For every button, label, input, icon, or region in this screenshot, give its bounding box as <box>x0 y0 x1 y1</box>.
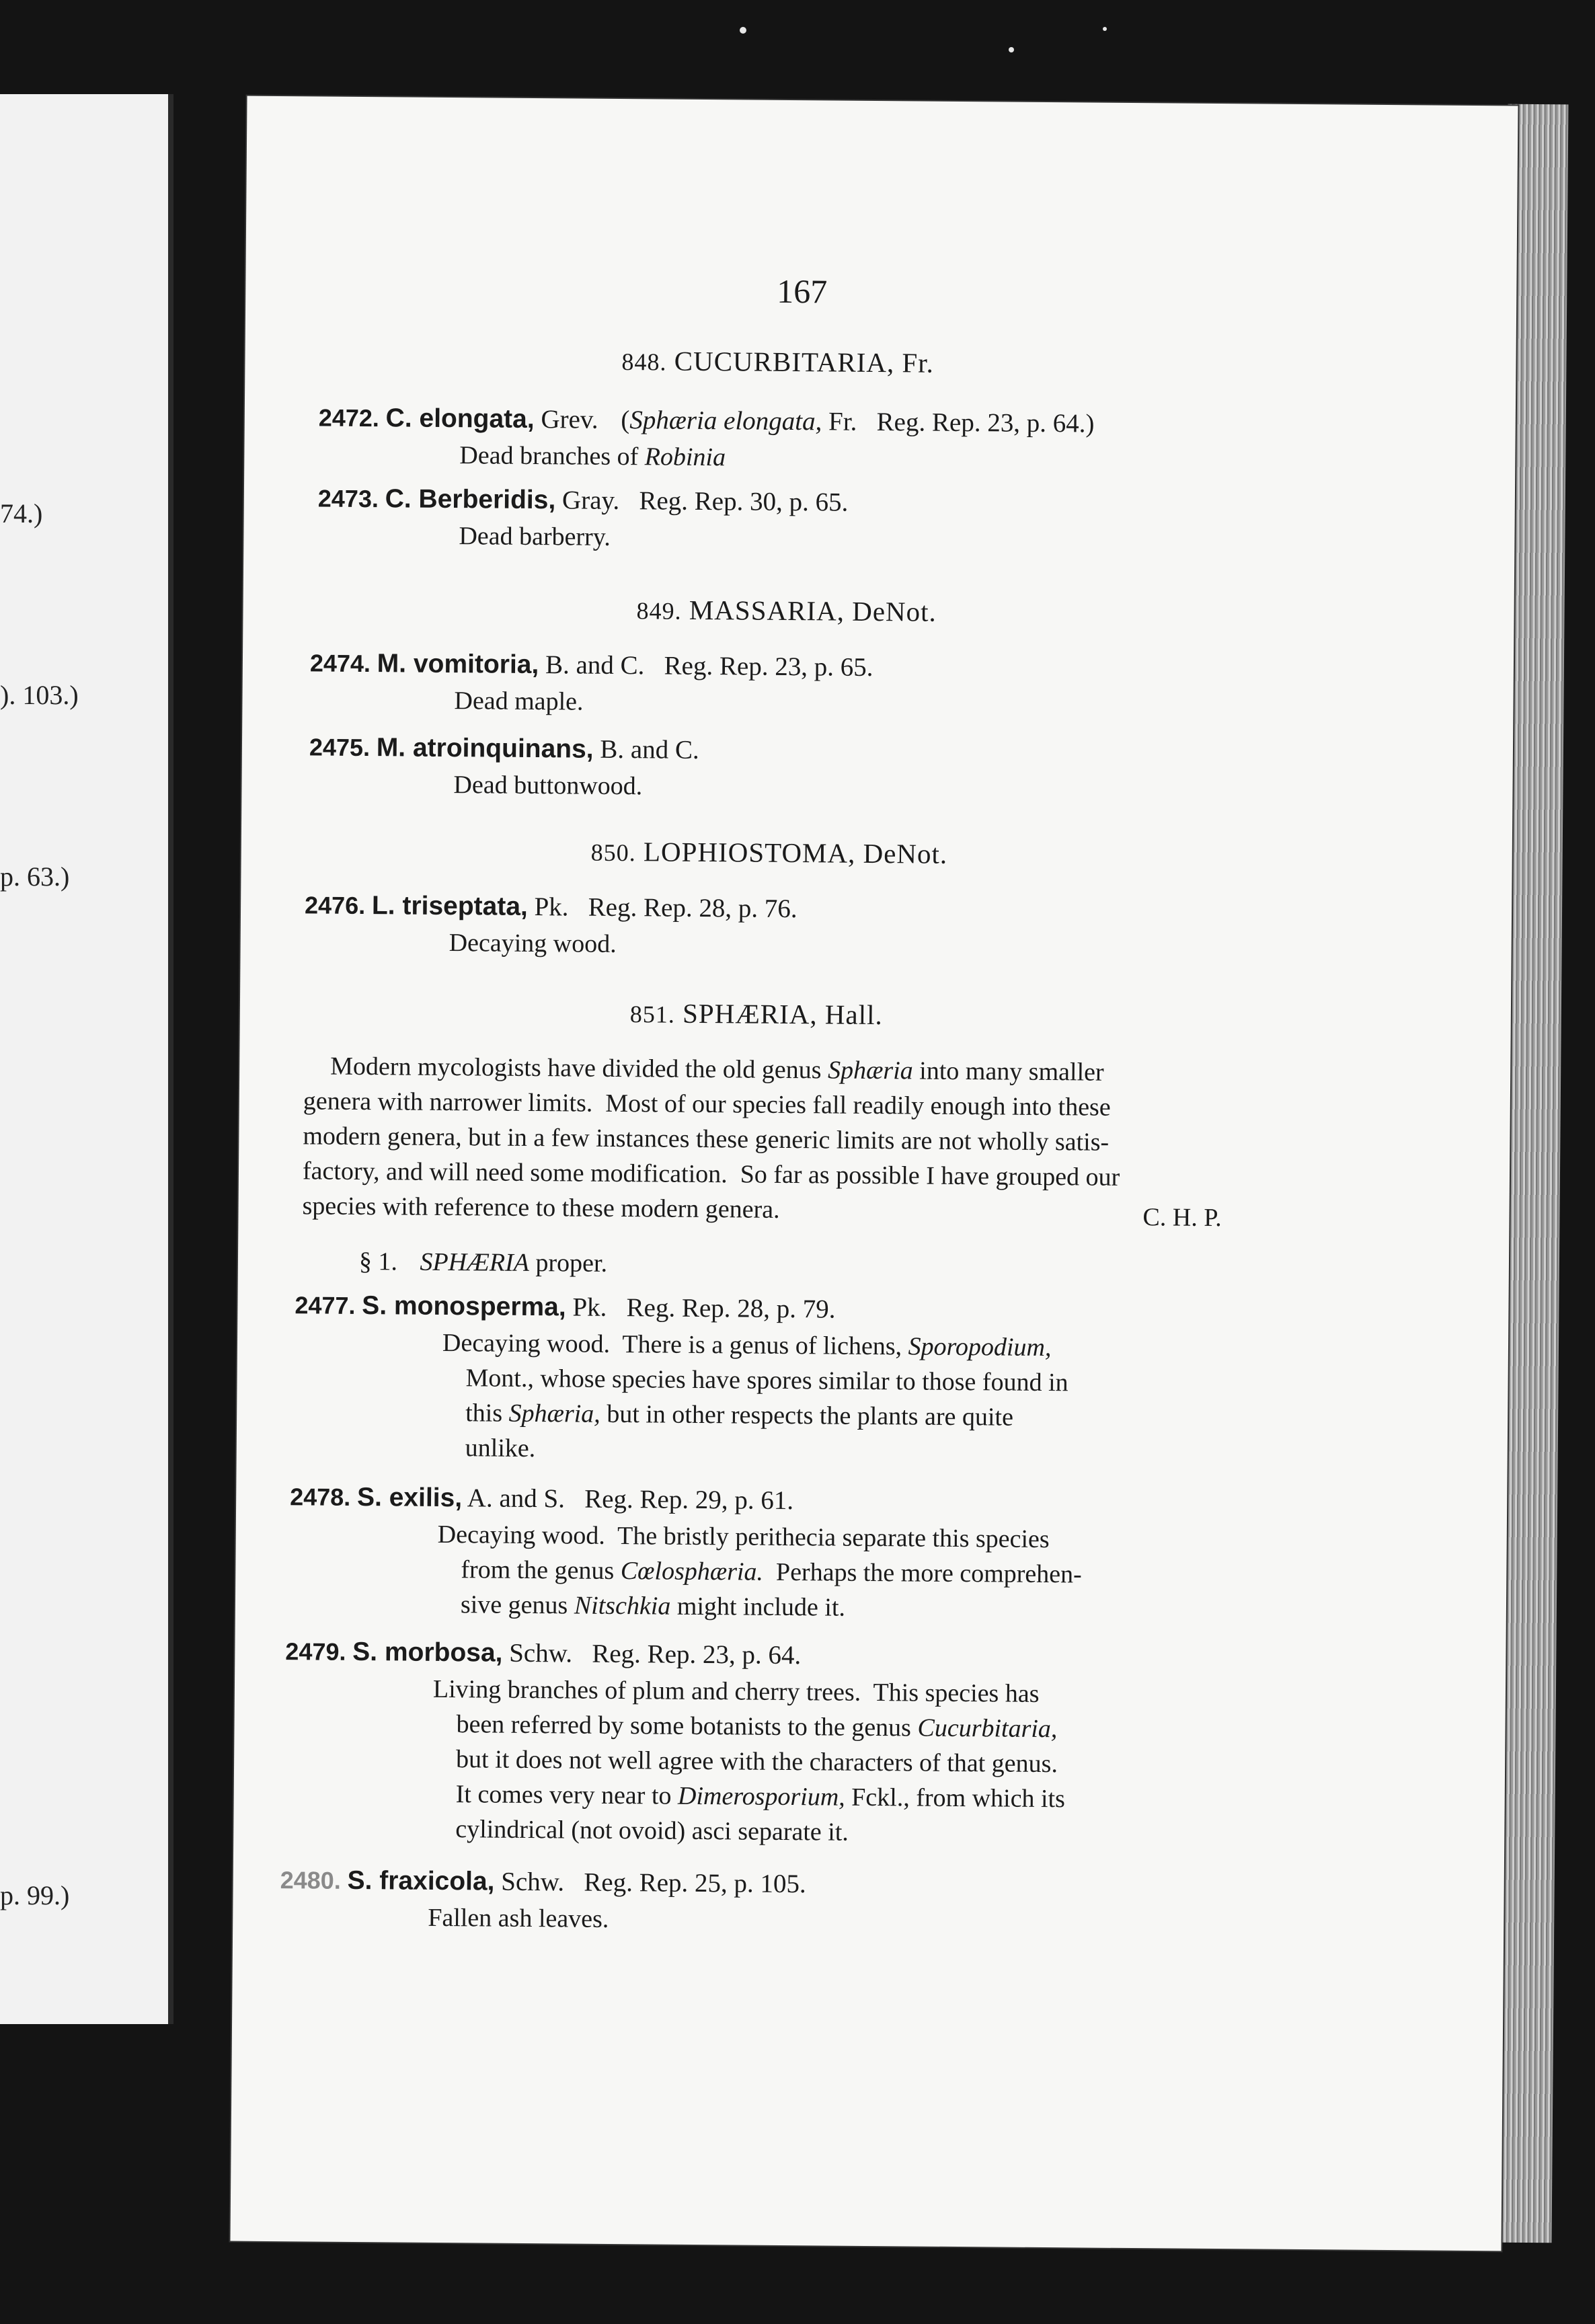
desc-text: been referred by some botanists to the genus <box>456 1710 918 1742</box>
species-author: Grev. <box>541 405 598 434</box>
entry-number: 2475. <box>309 733 371 762</box>
intro-paragraph-line: genera with narrower limits. Most of our species fall readily enough into these <box>303 1087 1111 1122</box>
genus-number: 851. <box>629 1001 676 1028</box>
entry-number: 2479. <box>285 1637 346 1666</box>
habitat: Fallen ash leaves. <box>428 1903 609 1933</box>
species-name: M. atroinquinans, <box>376 733 594 764</box>
habitat-text: Dead branches of <box>459 441 645 471</box>
genus-heading <box>630 997 883 1031</box>
desc-text: from the genus <box>461 1555 621 1586</box>
description-line <box>461 1555 1082 1589</box>
genus-heading <box>621 344 934 379</box>
synonym: Sphæria elongata, <box>629 405 822 436</box>
author-initials: C. H. P. <box>1142 1203 1222 1233</box>
species-entry <box>310 648 873 683</box>
section-sign: § 1. <box>358 1247 398 1276</box>
desc-genus: Nitschkia <box>574 1591 671 1621</box>
genus-name: MASSARIA, DeNot. <box>689 594 937 627</box>
desc-text: Perhaps the more comprehen- <box>763 1557 1082 1589</box>
section-heading <box>359 1247 607 1278</box>
genus-heading <box>591 835 948 870</box>
description-line <box>465 1398 1013 1432</box>
species-name: S. exilis, <box>356 1482 463 1513</box>
desc-genus: Cœlosphæria. <box>620 1557 764 1586</box>
species-name: M. vomitoria, <box>377 649 539 680</box>
species-reference: Pk. Reg. Rep. 28, p. 79. <box>572 1292 836 1324</box>
entry-number: 2473. <box>317 484 379 513</box>
description-line: unlike. <box>465 1434 536 1463</box>
species-entry <box>305 890 798 924</box>
species-entry <box>295 1290 835 1324</box>
left-fragment: p. 63.) <box>0 861 70 892</box>
species-entry <box>318 483 849 517</box>
left-fragment: ). 103.) <box>0 680 79 710</box>
species-name: S. morbosa, <box>352 1637 503 1668</box>
entry-number: 2474. <box>309 649 371 678</box>
species-name: S. fraxicola, <box>347 1865 495 1896</box>
book-page <box>231 96 1518 2251</box>
genus-number: 848. <box>621 348 667 376</box>
left-fragment: p. 99.) <box>0 1880 70 1910</box>
host-genus: Robinia <box>644 442 726 472</box>
page-number: 167 <box>777 272 828 311</box>
desc-text: sive genus <box>460 1590 574 1620</box>
habitat: Dead barberry. <box>459 522 611 551</box>
habitat: Dead maple. <box>454 687 584 716</box>
description-line: Mont., whose species have spores similar to those found in <box>465 1364 1068 1397</box>
desc-genus: Sporopodium, <box>908 1332 1052 1362</box>
section-qualifier: proper. <box>535 1249 608 1278</box>
scan-speck <box>740 27 746 34</box>
species-reference: Pk. Reg. Rep. 28, p. 76. <box>534 892 798 924</box>
scan-speck <box>1009 47 1014 52</box>
entry-number: 2480. <box>280 1866 341 1894</box>
species-reference: Fr. Reg. Rep. 23, p. 64.) <box>828 407 1095 438</box>
species-name: L. triseptata, <box>371 891 529 921</box>
entry-number: 2477. <box>295 1291 356 1319</box>
genus-name: CUCURBITARIA, Fr. <box>674 345 935 379</box>
description-line: Decaying wood. The bristly perithecia separate this species <box>437 1520 1050 1554</box>
para-text: Modern mycologists have divided the old genus <box>330 1052 828 1085</box>
intro-paragraph-line: factory, and will need some modification. So far as possible I have grouped our <box>302 1157 1120 1192</box>
entry-number: 2472. <box>318 403 380 432</box>
section-genus: SPHÆRIA <box>420 1247 530 1277</box>
description-line <box>456 1779 1066 1814</box>
genus-number: 850. <box>590 839 636 867</box>
description-line <box>456 1709 1057 1744</box>
intro-paragraph-line: modern genera, but in a few instances these generic limits are not wholly satis- <box>303 1122 1110 1157</box>
genus-heading <box>636 593 937 628</box>
desc-genus: Dimerosporium, <box>677 1781 845 1812</box>
species-reference: Schw. Reg. Rep. 23, p. 64. <box>509 1638 802 1670</box>
desc-text: but in other respects the plants are quite <box>600 1399 1014 1432</box>
desc-text: It comes very near to <box>455 1780 678 1810</box>
description-line <box>461 1590 845 1622</box>
species-name: C. Berberidis, <box>385 484 556 515</box>
species-entry <box>319 402 1095 438</box>
desc-text: Decaying wood. There is a genus of lichens, <box>442 1328 908 1361</box>
description-line: but it does not well agree with the characters of that genus. <box>455 1745 1058 1779</box>
description-line: Living branches of plum and cherry trees. This species has <box>432 1674 1040 1708</box>
left-fragment: 74.) <box>0 498 43 529</box>
species-entry <box>285 1636 801 1670</box>
species-name: S. monosperma, <box>362 1291 566 1322</box>
species-reference: A. and S. Reg. Rep. 29, p. 61. <box>467 1483 794 1516</box>
ref-open: ( <box>621 405 630 435</box>
species-entry <box>280 1865 806 1899</box>
scan-speck <box>1103 27 1107 31</box>
description-line <box>442 1328 1052 1362</box>
intro-paragraph-line: species with reference to these modern genera. <box>302 1192 780 1224</box>
species-reference: Gray. Reg. Rep. 30, p. 65. <box>561 486 849 517</box>
species-reference: Schw. Reg. Rep. 25, p. 105. <box>501 1867 806 1899</box>
habitat: Dead buttonwood. <box>453 771 643 801</box>
entry-number: 2476. <box>304 891 366 920</box>
previous-page-fragment <box>0 94 173 2024</box>
species-name: C. elongata, <box>385 403 535 434</box>
entry-number: 2478. <box>290 1483 351 1511</box>
description-line: cylindrical (not ovoid) asci separate it. <box>455 1815 849 1847</box>
para-genus: Sphæria <box>827 1056 913 1085</box>
desc-text: this <box>465 1399 509 1428</box>
species-entry <box>309 732 699 765</box>
desc-genus: Cucurbitaria, <box>917 1713 1058 1744</box>
habitat: Decaying wood. <box>449 929 617 958</box>
genus-name: LOPHIOSTOMA, DeNot. <box>643 836 948 869</box>
species-reference: B. and C. Reg. Rep. 23, p. 65. <box>545 650 873 682</box>
species-reference: B. and C. <box>600 734 699 765</box>
genus-name: SPHÆRIA, Hall. <box>682 997 883 1031</box>
genus-number: 849. <box>636 597 682 625</box>
habitat <box>459 440 726 472</box>
desc-text: Fckl., from which its <box>845 1783 1066 1814</box>
species-entry <box>290 1481 793 1516</box>
desc-genus: Sphæria, <box>508 1399 600 1428</box>
para-text: into many smaller <box>912 1056 1104 1087</box>
intro-paragraph-line <box>330 1052 1104 1087</box>
desc-text: might include it. <box>670 1592 846 1622</box>
